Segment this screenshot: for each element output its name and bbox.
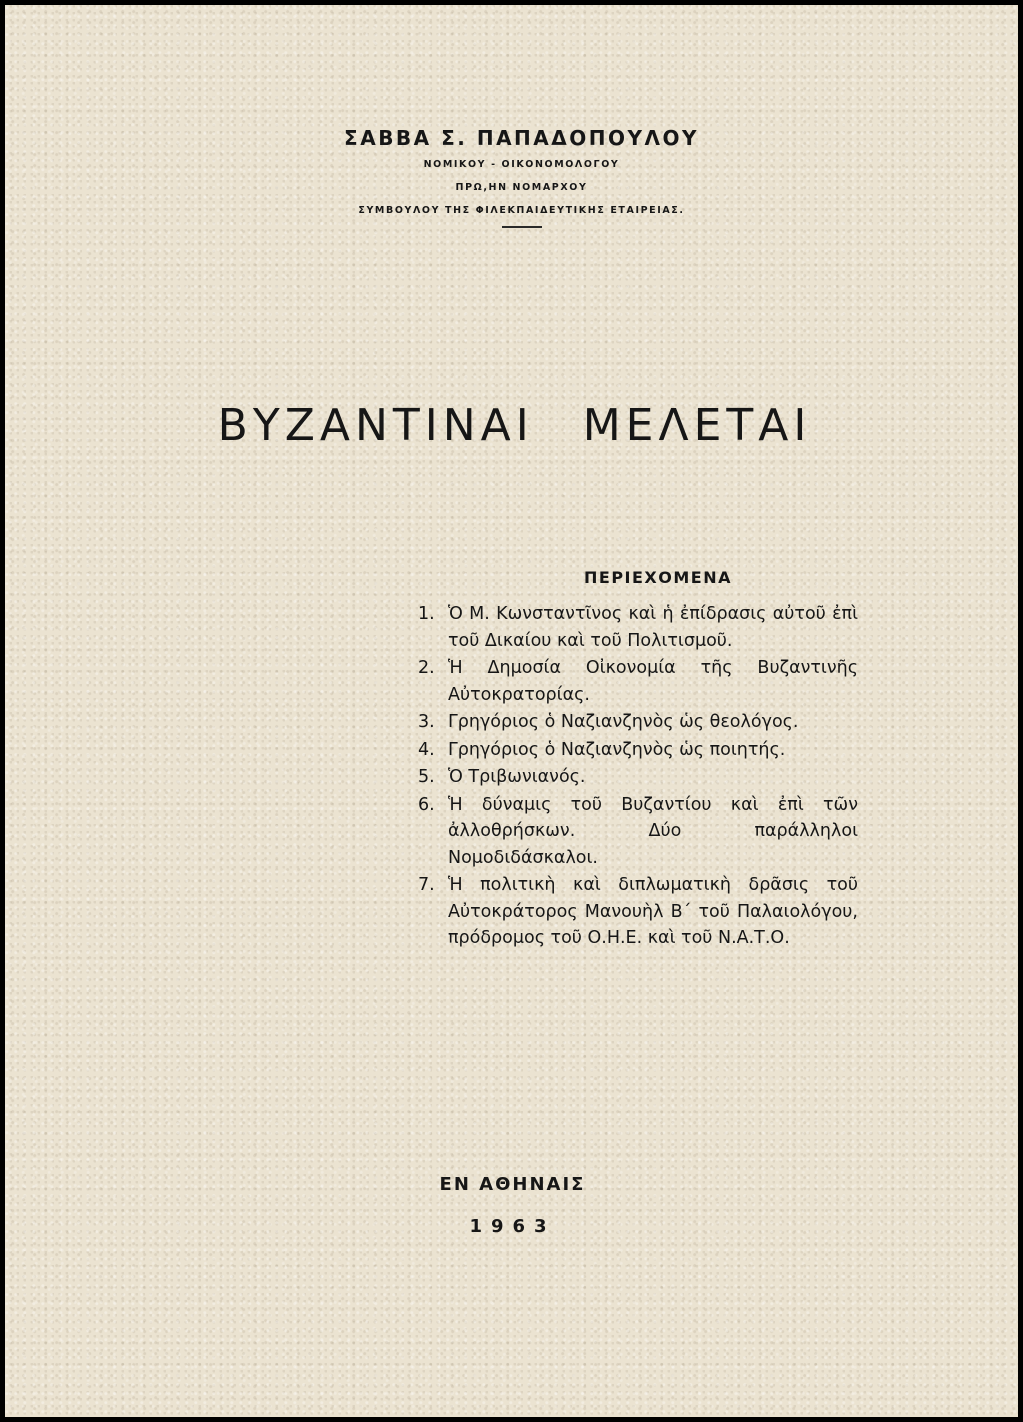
toc-item-text: Γρηγόριος ὁ Ναζιανζηνὸς ὡς θεολόγος. xyxy=(448,712,799,732)
toc-item xyxy=(418,655,858,708)
table-of-contents xyxy=(418,568,858,953)
author-credential: ΣΥΜΒΟΥΛΟΥ ΤΗΣ ΦΙΛΕΚΠΑΙΔΕΥΤΙΚΗΣ ΕΤΑΙΡΕΙΑΣ. xyxy=(358,205,685,216)
toc-item xyxy=(418,764,858,791)
publication-place: ΕΝ ΑΘΗΝΑΙΣ xyxy=(439,1174,586,1195)
book-cover xyxy=(5,5,1018,1417)
contents-heading: ΠΕΡΙΕΧΟΜΕΝΑ xyxy=(584,568,732,587)
toc-item-text: Ὁ Τριβωνιανός. xyxy=(448,767,586,787)
author-credential: ΠΡΩ,ΗΝ ΝΟΜΑΡΧΟΥ xyxy=(455,182,588,193)
toc-item-text: Ἡ Δημοσία Οἰκονομία τῆς Βυζαντινῆς Αὐτοκρατορίας. xyxy=(448,658,858,705)
toc-item-number: 2. xyxy=(418,658,435,678)
author-divider xyxy=(502,226,542,228)
toc-item xyxy=(418,737,858,764)
toc-item-text: Ὁ Μ. Κωνσταντῖνος καὶ ἡ ἐπίδρασις αὐτοῦ ἐπὶ τοῦ Δικαίου καὶ τοῦ Πολιτισμοῦ. xyxy=(448,604,858,651)
toc-item-text: Ἡ δύναμις τοῦ Βυζαντίου καὶ ἐπὶ τῶν ἀλλοθρήσκων. Δύο παράλληλοι Νομοδιδάσκαλοι. xyxy=(448,794,858,868)
publication-year: 1963 xyxy=(469,1216,556,1237)
author-credential: ΝΟΜΙΚΟΥ - ΟΙΚΟΝΟΜΟΛΟΓΟΥ xyxy=(423,159,620,170)
toc-item-number: 1. xyxy=(418,604,435,624)
author-block xyxy=(5,123,1018,228)
toc-item xyxy=(418,709,858,736)
toc-item-number: 3. xyxy=(418,712,435,732)
toc-item-text: Ἡ πολιτικὴ καὶ διπλωματικὴ δρᾶσις τοῦ Αὐτοκράτορος Μανουὴλ Β΄ τοῦ Παλαιολόγου, πρόδρομος τοῦ Ο.Η.Ε. καὶ τοῦ Ν.Α.Τ.Ο. xyxy=(448,875,858,948)
toc-item-number: 4. xyxy=(418,739,435,760)
toc-item xyxy=(418,872,858,952)
toc-item-number: 7. xyxy=(418,875,435,895)
imprint xyxy=(5,1170,1018,1242)
toc-item-number: 5. xyxy=(418,767,435,787)
toc-item xyxy=(418,601,858,654)
toc-item-text: Γρηγόριος ὁ Ναζιανζηνὸς ὡς ποιητής. xyxy=(448,739,786,760)
toc-item xyxy=(418,792,858,872)
author-name: ΣΑΒΒΑ Σ. ΠΑΠΑΔΟΠΟΥΛΟΥ xyxy=(344,126,699,150)
toc-item-number: 6. xyxy=(418,794,435,815)
book-title: ΒΥΖΑΝΤΙΝΑΙ ΜΕΛΕΤΑΙ xyxy=(217,400,812,451)
